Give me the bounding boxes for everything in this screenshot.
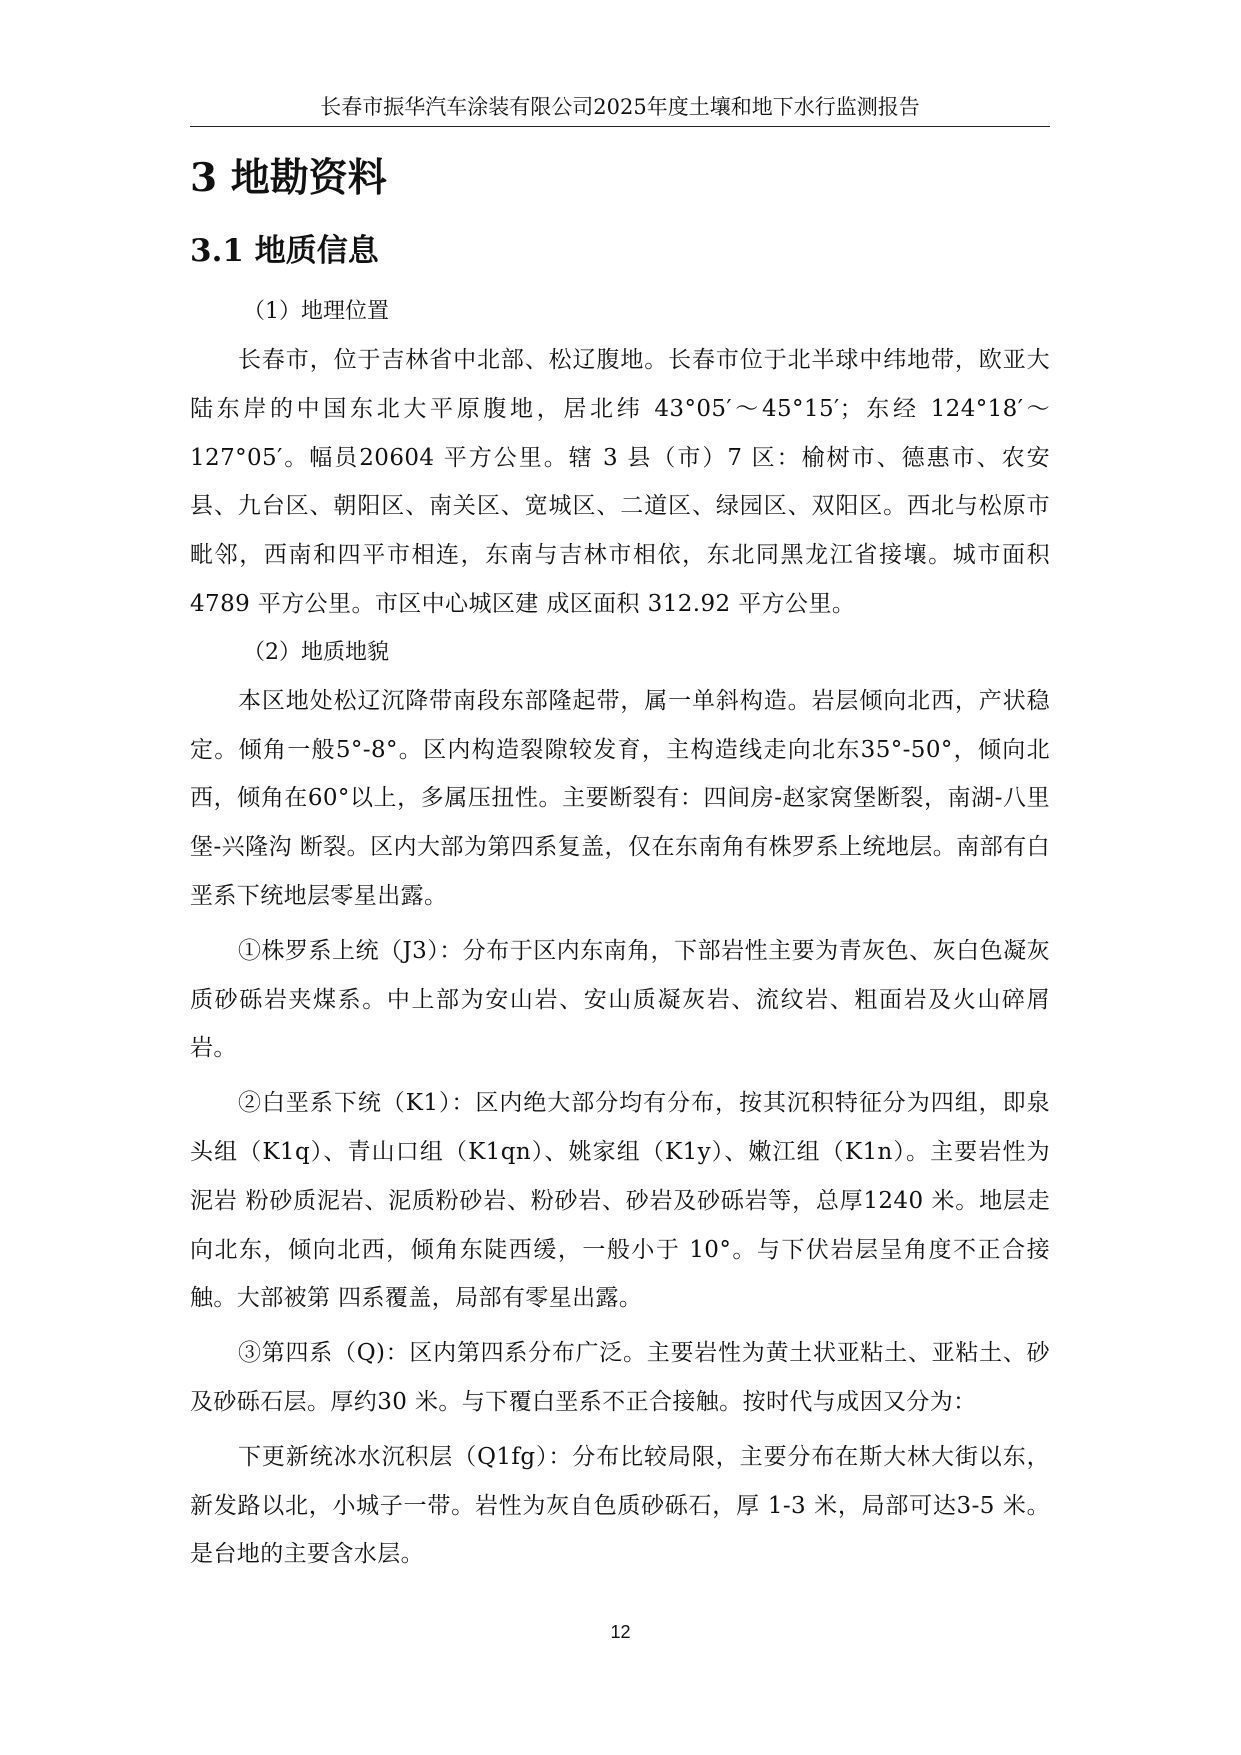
geology-paragraph-lower-pleistocene: 下更新统冰水沉积层（Q1fg）：分布比较局限，主要分布在斯大林大街以东，新发路以北，小城子一带。岩性为灰自色质砂砾石，厚 1-3 米，局部可达3-5 米。是台地的主要含水层。 [190, 1443, 1050, 1568]
geology-paragraph-jurassic: ①株罗系上统（J3）：分布于区内东南角，下部岩性主要为青灰色、灰白色凝灰 质砂砾岩夹煤系。中上部为安山岩、安山质凝灰岩、流纹岩、粗面岩及火山碎屑岩。 [190, 937, 1050, 1062]
location-paragraph: 长春市，位于吉林省中北部、松辽腹地。长春市位于北半球中纬地带，欧亚大陆东岸的中国东北大平原腹地，居北纬 43°05′～45°15′；东经 124°18′～127°05′。幅员20604 平方公里。辖 3 县（市）7 区：榆树市、德惠市、农安县、九台区、朝阳区、南关区、宽城区、二道区、绿园区、双阳区。西北与松原市毗邻，西南和四平市相连，东南与吉林市相依，东北同黑龙江省接壤。城市面积 4789 平方公里。市区中心城区建 成区面积 312.92 平方公里。 [190, 347, 1050, 617]
geology-paragraph-quaternary: ③第四系（Q)：区内第四系分布广泛。主要岩性为黄土状亚粘土、亚粘土、砂及砂砾石层。厚约30 米。与下覆白垩系不正合接触。按时代与成因又分为： [190, 1340, 1050, 1415]
header-divider [190, 126, 1050, 127]
geology-heading: （2）地质地貌 [243, 639, 389, 665]
location-heading: （1）地理位置 [243, 299, 389, 324]
subsection-title: 3.1 地质信息 [190, 233, 379, 269]
section-title: 3 地勘资料 [190, 155, 387, 201]
page-number: 12 [610, 1622, 631, 1642]
running-header: 长春市振华汽车涂装有限公司2025年度土壤和地下水行监测报告 [320, 95, 920, 119]
geology-paragraph-cretaceous: ②白垩系下统（K1）：区内绝大部分均有分布，按其沉积特征分为四组，即泉头组（K1q）、青山口组（K1qn）、姚家组（K1y）、嫩江组（K1n）。主要岩性为泥岩 粉砂质泥岩、泥质粉砂岩、粉砂岩、砂岩及砂砾岩等，总厚1240 米。地层走向北东，倾向北西，倾角东陡西缓，一般小于 10°。与下伏岩层呈角度不正合接触。大部被第 四系覆盖，局部有零星出露。 [190, 1090, 1050, 1312]
geology-paragraph-structure: 本区地处松辽沉降带南段东部隆起带，属一单斜构造。岩层倾向北西，产状稳定。倾角一般5°-8°。区内构造裂隙较发育，主构造线走向北东35°-50°，倾向北西，倾角在60°以上，多属压扭性。主要断裂有：四间房-赵家窝堡断裂，南湖-八里堡-兴隆沟 断裂。区内大部为第四系复盖，仅在东南角有株罗系上统地层。南部有白垩系下统地层零星出露。 [190, 687, 1050, 909]
page-body [190, 150, 1050, 1579]
